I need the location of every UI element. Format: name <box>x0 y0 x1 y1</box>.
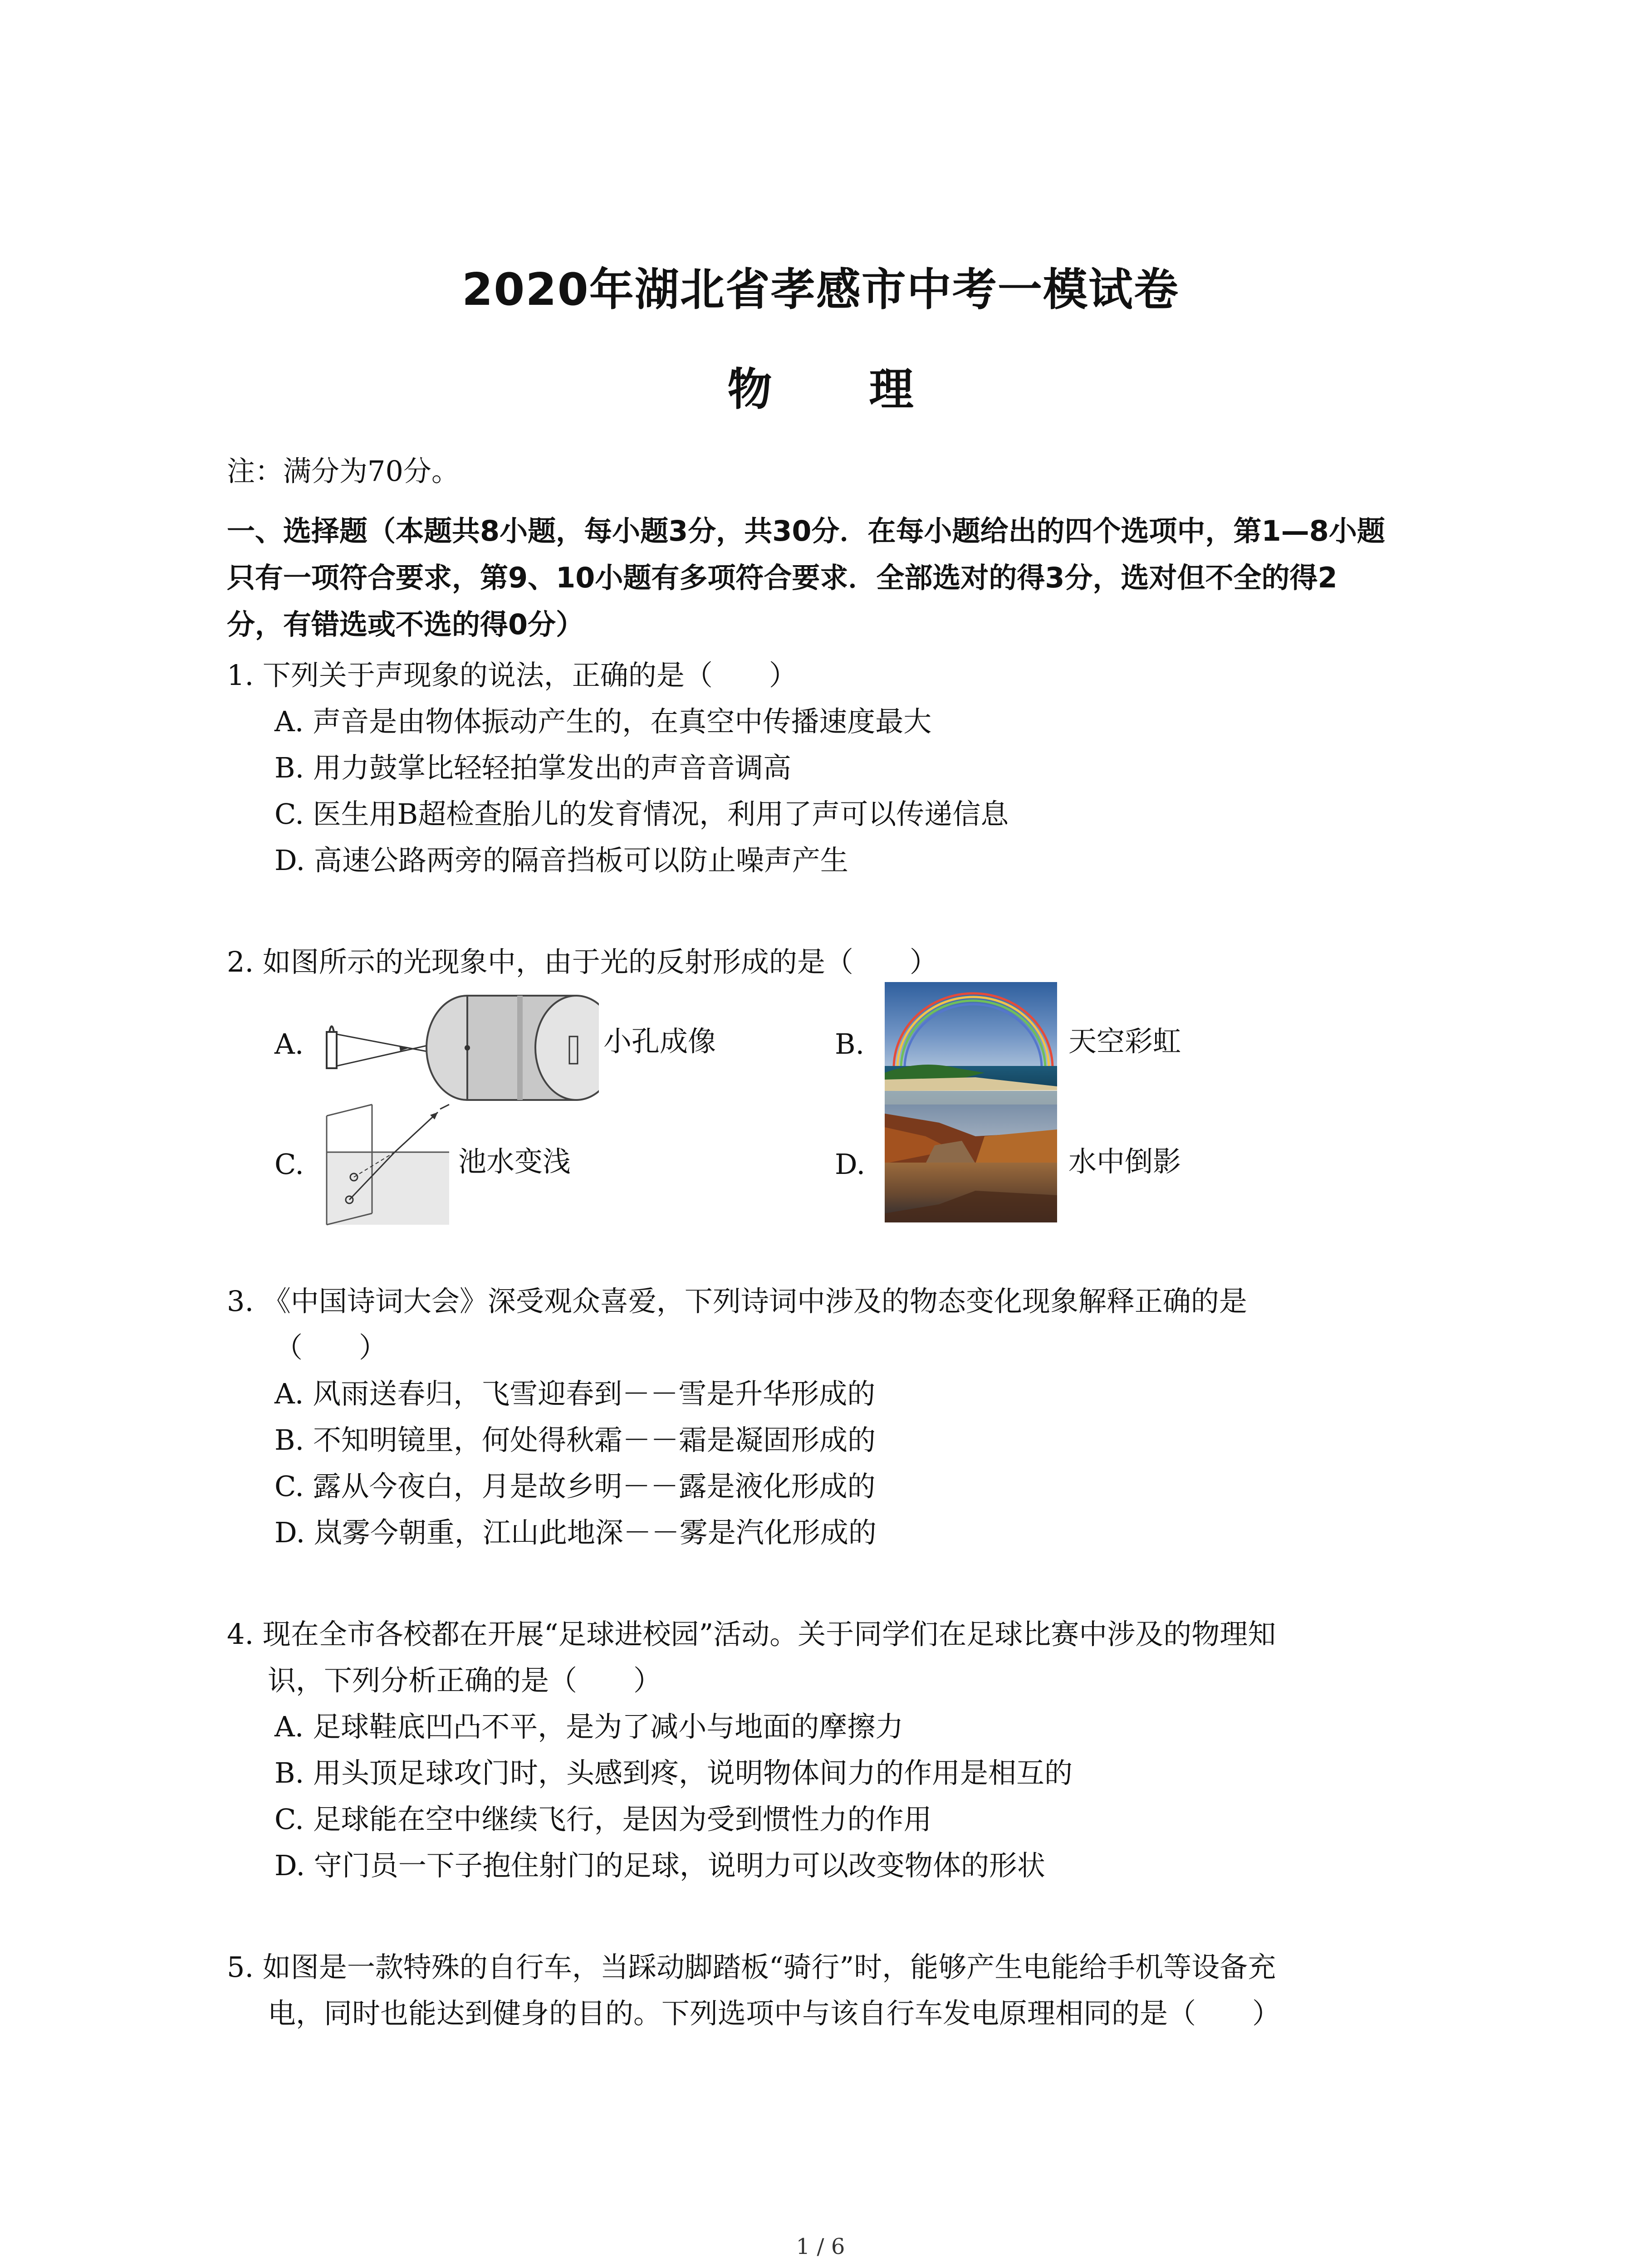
subject-title: 物 理 <box>727 364 955 415</box>
question-2-stem: 2. 如图所示的光现象中，由于光的反射形成的是（ ） <box>227 945 938 978</box>
question-3-option-c: C. 露从今夜白，月是故乡明－－露是液化形成的 <box>274 1470 876 1503</box>
question-4-option-b: B. 用头顶足球攻门时，头感到疼，说明物体间力的作用是相互的 <box>274 1756 1073 1789</box>
question-3-option-a: A. 风雨送春归，飞雪迎春到－－雪是升华形成的 <box>274 1377 876 1410</box>
question-1-option-b: B. 用力鼓掌比轻轻拍掌发出的声音音调高 <box>274 751 791 784</box>
figure-a-caption: 小孔成像 <box>603 1025 716 1058</box>
figure-d-caption: 水中倒影 <box>1068 1145 1181 1178</box>
figure-c-caption: 池水变浅 <box>458 1145 571 1178</box>
reflection-photo <box>885 1105 1057 1222</box>
figure-c-letter: C. <box>274 1148 304 1181</box>
question-5-stem: 5. 如图是一款特殊的自行车，当踩动脚踏板“骑行”时，能够产生电能给手机等设备充 <box>227 1950 1276 1984</box>
figure-b-letter: B. <box>835 1027 865 1061</box>
score-note: 注：满分为70分。 <box>227 455 460 488</box>
figure-a-letter: A. <box>274 1027 304 1061</box>
figure-d-letter: D. <box>835 1148 866 1181</box>
question-4-option-c: C. 足球能在空中继续飞行，是因为受到惯性力的作用 <box>274 1803 932 1836</box>
question-4-option-a: A. 足球鞋底凹凸不平，是为了减小与地面的摩擦力 <box>274 1710 904 1743</box>
page-number: 1 / 6 <box>796 2234 845 2259</box>
question-1-option-a: A. 声音是由物体振动产生的，在真空中传播速度最大 <box>274 705 932 738</box>
exam-title: 2020年湖北省孝感市中考一模试卷 <box>462 264 1179 316</box>
question-5-stem-cont: 电，同时也能达到健身的目的。下列选项中与该自行车发电原理相同的是（ ） <box>268 1997 1281 2030</box>
question-4-stem-cont: 识，下列分析正确的是（ ） <box>268 1664 662 1697</box>
pinhole-camera-figure <box>318 982 599 1114</box>
question-4-option-d: D. 守门员一下子抱住射门的足球，说明力可以改变物体的形状 <box>274 1849 1045 1882</box>
section-instructions-line-2: 只有一项符合要求，第9、10小题有多项符合要求．全部选对的得3分，选对但不全的得2 <box>227 561 1337 594</box>
question-1-option-d: D. 高速公路两旁的隔音挡板可以防止噪声产生 <box>274 844 848 877</box>
section-instructions-line-1: 一、选择题（本题共8小题，每小题3分，共30分．在每小题给出的四个选项中，第1—8小题 <box>227 514 1385 547</box>
pool-refraction-diagram <box>318 1102 454 1229</box>
question-3-stem-cont: （ ） <box>274 1331 387 1364</box>
question-4-stem: 4. 现在全市各校都在开展“足球进校园”活动。关于同学们在足球比赛中涉及的物理知 <box>227 1618 1276 1651</box>
rainbow-photo <box>885 982 1057 1105</box>
section-instructions-line-3: 分，有错选或不选的得0分） <box>227 608 584 641</box>
question-1-option-c: C. 医生用B超检查胎儿的发育情况，利用了声可以传递信息 <box>274 797 1009 831</box>
question-1-stem: 1. 下列关于声现象的说法，正确的是（ ） <box>227 659 797 692</box>
question-3-option-d: D. 岚雾今朝重，江山此地深－－雾是汽化形成的 <box>274 1516 877 1549</box>
question-3-stem: 3. 《中国诗词大会》深受观众喜爱，下列诗词中涉及的物态变化现象解释正确的是 <box>227 1285 1247 1318</box>
question-3-option-b: B. 不知明镜里，何处得秋霜－－霜是凝固形成的 <box>274 1423 876 1457</box>
figure-b-caption: 天空彩虹 <box>1068 1025 1181 1058</box>
